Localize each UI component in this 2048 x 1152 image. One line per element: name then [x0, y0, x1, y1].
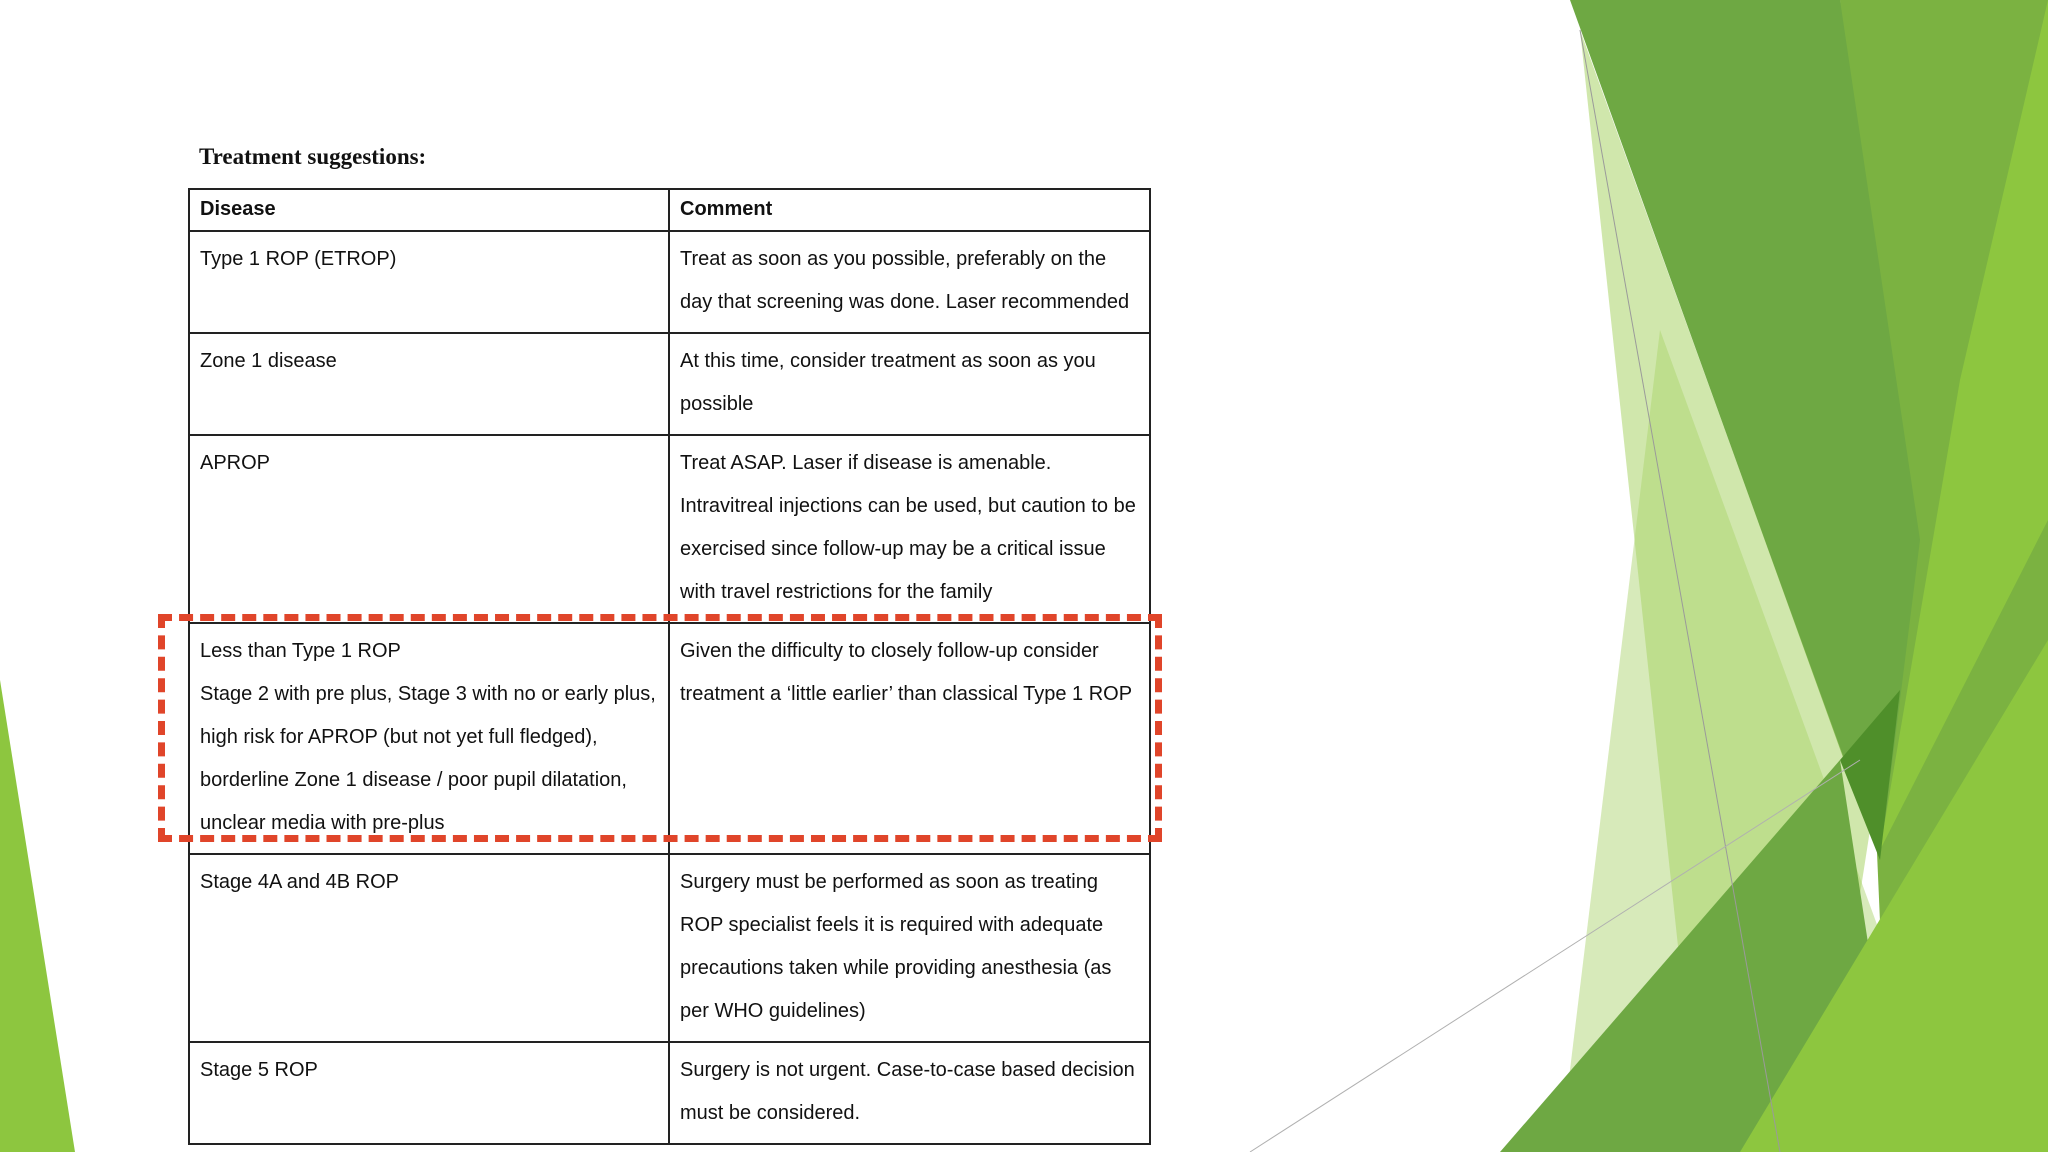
disease-cell	[189, 231, 669, 333]
table-row	[189, 1042, 1150, 1144]
disease-cell	[189, 435, 669, 623]
disease-cell	[189, 333, 669, 435]
comment-cell: Given the difficulty to closely follow-up consider treatment a ‘little earlier’ than classical Type 1 ROP	[669, 623, 1150, 854]
disease-cell	[189, 854, 669, 1042]
column-header-comment: Comment	[669, 189, 1150, 231]
treatment-table	[188, 188, 1151, 1145]
table-row	[189, 854, 1150, 1042]
disease-text: APROP	[200, 452, 271, 474]
disease-text: Less than Type 1 ROP	[200, 640, 401, 662]
comment-cell: Surgery must be performed as soon as treating ROP specialist feels it is required with adequate precautions taken while providing anesthesia (as per WHO guidelines)	[669, 854, 1150, 1042]
table-row-highlighted	[189, 623, 1150, 854]
comment-cell: Surgery is not urgent. Case-to-case based decision must be considered.	[669, 1042, 1150, 1144]
disease-text: Zone 1 disease	[200, 350, 337, 372]
table-header-row	[189, 189, 1150, 231]
disease-text: Type 1 ROP (ETROP)	[200, 248, 397, 270]
disease-cell	[189, 1042, 669, 1144]
comment-cell: Treat ASAP. Laser if disease is amenable. Intravitreal injections can be used, but caution to be exercised since follow-up may be a critical issue with travel restrictions for the family	[669, 435, 1150, 623]
disease-text: Stage 4A and 4B ROP	[200, 871, 400, 893]
table-row	[189, 435, 1150, 623]
column-header-disease: Disease	[189, 189, 669, 231]
document-title: Treatment suggestions:	[199, 144, 427, 169]
comment-cell: Treat as soon as you possible, preferably on the day that screening was done. Laser recommended	[669, 231, 1150, 333]
table-row	[189, 333, 1150, 435]
disease-text: Stage 5 ROP	[200, 1059, 318, 1081]
comment-cell: At this time, consider treatment as soon as you possible	[669, 333, 1150, 435]
disease-subtext: Stage 2 with pre plus, Stage 3 with no or early plus, high risk for APROP (but not yet full fledged), borderline Zone 1 disease / poor pupil dilatation, unclear media with pre-plus	[200, 683, 656, 834]
table-row	[189, 231, 1150, 333]
left-green-sliver	[0, 680, 75, 1152]
disease-cell	[189, 623, 669, 854]
